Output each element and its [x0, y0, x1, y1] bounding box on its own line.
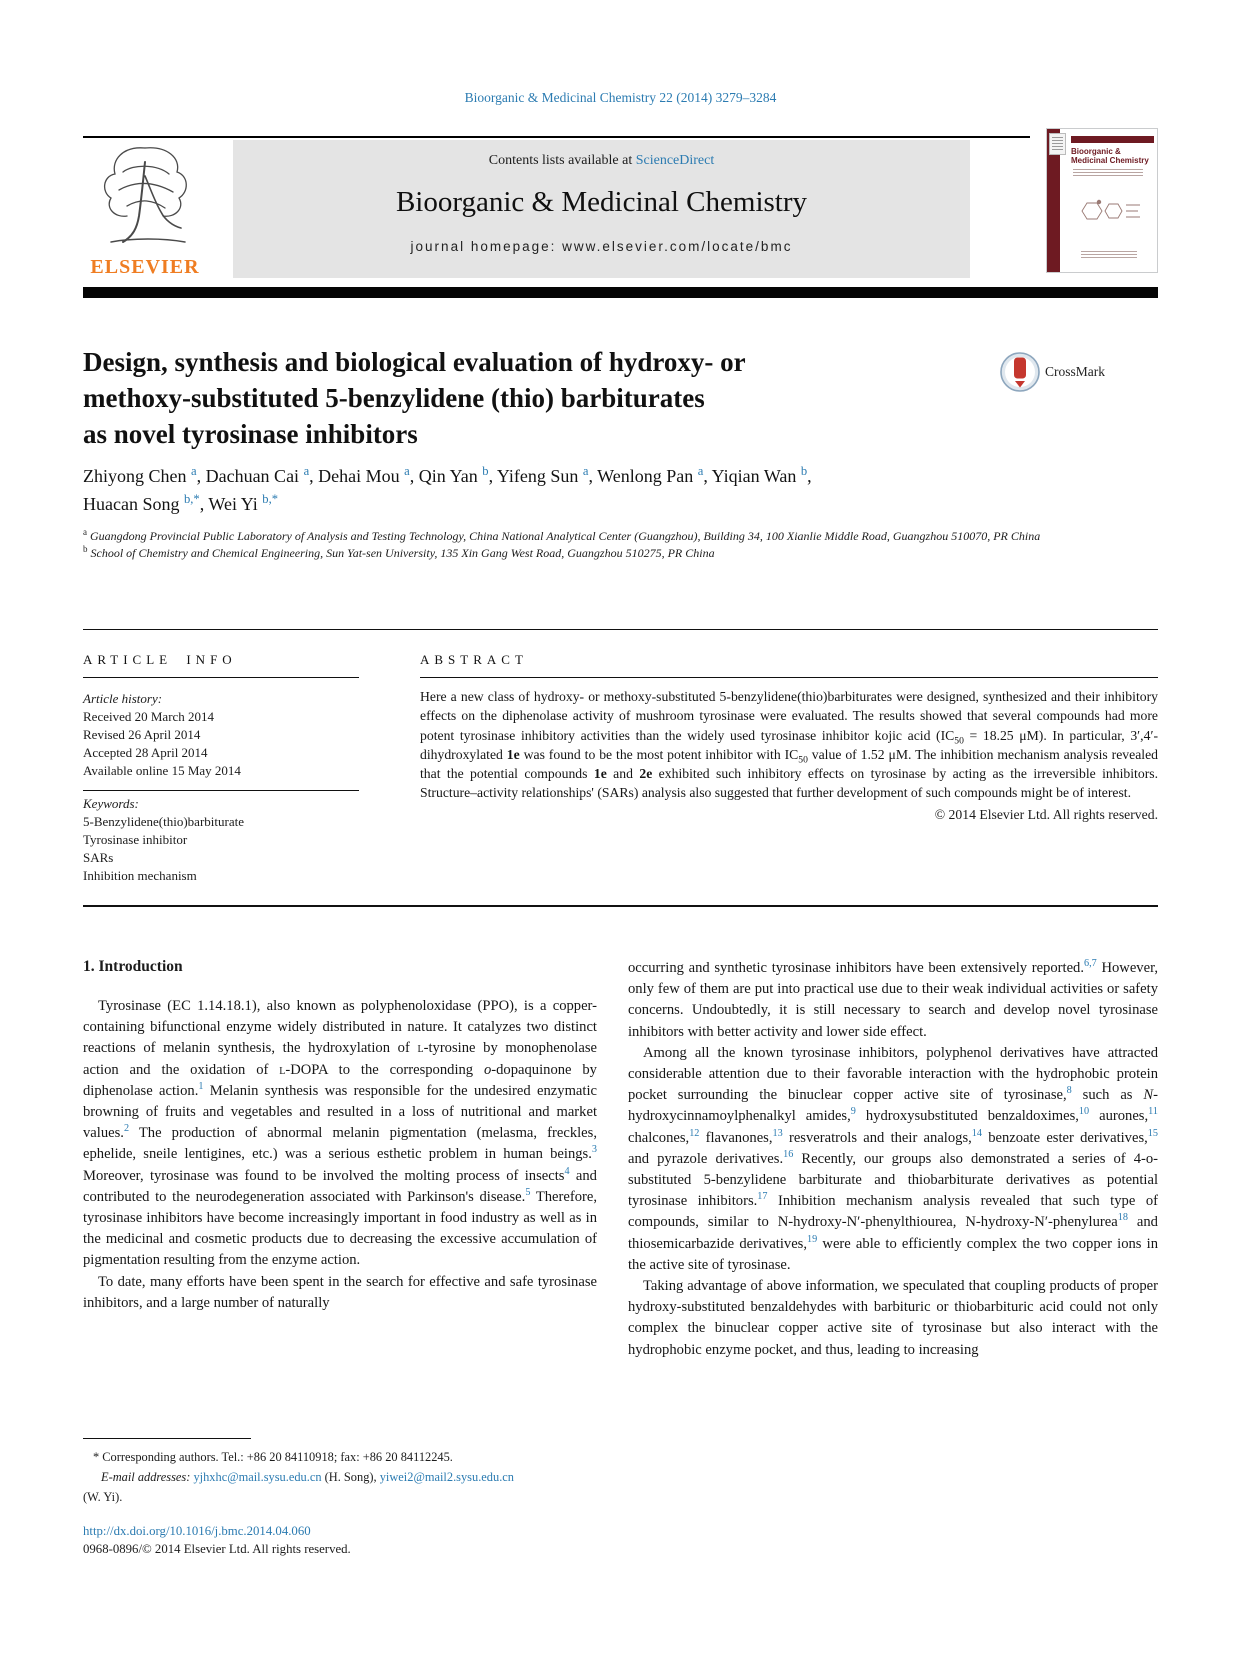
elsevier-tree-icon: [92, 142, 198, 249]
body-paragraph: Tyrosinase (EC 1.14.18.1), also known as polyphenoloxidase (PPO), is a copper-containing bifunctional enzyme widely distributed in nature. It catalyzes two distinct reactions of melanin synthesis, the hydroxylation of l-tyrosine by monophenolase action and the oxidation of l-DOPA to the corresponding o-dopaquinone by diphenolase action.$^1$ Melanin synthesis was responsible for the undesired enzymatic browning of fruits and vegetables and resulted in a loss of nutritional and market values.$^2$ The production of abnormal melanin pigmentation (melasma, freckles, ephelide, sneile lentigines, etc.) was a serious esthetic problem in human beings.$^3$ Moreover, tyrosinase was found to be involved the molting process of insects$^4$ and contributed to the neurodegeneration associated with Parkinson's disease.$^5$ Therefore, tyrosinase inhibitors have become increasingly important in food industry as well as in the medicinal and cosmetic products due to decreasing the excessive accumulation of pigmentation resulting from the enzyme action.: [83, 998, 597, 1269]
article-title-line: Design, synthesis and biological evaluation of hydroxy- or: [83, 347, 746, 377]
abstract-text: Here a new class of hydroxy- or methoxy-substituted 5-benzylidene(thio)barbiturates were designed, synthesized and their inhibitory effects on the diphenolase activity of mushroom tyrosinase were evaluated. The results showed that several compounds had more potent tyrosinase inhibitory activities than the widely used tyrosinase inhibitor kojic acid ($IC_{50} = 18.25$ μM). In particular, 3′,4′-dihydroxylated 1e was found to be the most potent inhibitor with $IC_{50}$ value of 1.52 μM. The inhibition mechanism analysis revealed that the potential compounds 1e and 2e exhibited such inhibitory effects on tyrosinase by acting as the irreversible inhibitors. Structure–activity relationships' (SARs) analysis also suggested that further development of such compounds might be of interest.: [420, 689, 1158, 801]
affiliation-b-marker: b: [83, 543, 88, 554]
body-paragraph: To date, many efforts have been spent in the search for effective and safe tyrosinase inhibitors, and a large number of naturally: [83, 1273, 597, 1311]
author-list: [83, 462, 812, 518]
journal-cover-thumbnail[interactable]: [1046, 128, 1158, 273]
article-title-line: methoxy-substituted 5-benzylidene (thio) barbiturates: [83, 383, 705, 413]
cover-top-bar: [1071, 136, 1154, 143]
history-item: Revised 26 April 2014: [83, 727, 201, 742]
info-abstract-top-rule: [83, 629, 1158, 630]
affiliation-b-text: School of Chemistry and Chemical Engineering, Sun Yat-sen University, 135 Xin Gang West Road, Guangzhou 510275, PR China: [90, 545, 715, 560]
article-info-heading: ARTICLE INFO: [83, 652, 237, 667]
journal-homepage-link[interactable]: journal homepage: www.elsevier.com/locate/bmc: [410, 239, 793, 254]
journal-name: Bioorganic & Medicinal Chemistry: [395, 186, 808, 218]
article-info-column: [83, 652, 359, 885]
cover-publisher-logo: [1049, 133, 1066, 155]
article-title: [83, 344, 943, 452]
body-paragraph: Among all the known tyrosinase inhibitors, polyphenol derivatives have attracted considerable attention due to their favorable interaction with the hydrophobic protein pocket surrounding the binuclear copper active site of tyrosinase,$^8$ such as N-hydroxycinnamoylphenalkyl amides,$^9$ hydroxysubstituted benzaldoximes,$^{10}$ aurones,$^{11}$ chalcones,$^{12}$ flavanones,$^{13}$ resveratrols and their analogs,$^{14}$ benzoate ester derivatives,$^{15}$ and pyrazole derivatives.$^{16}$ Recently, our groups also demonstrated a series of 4-o-substituted 5-benzylidene barbiturate and thiobarbiturate derivatives as potential tyrosinase inhibitors.$^{17}$ Inhibition mechanism analysis revealed that such type of compounds, similar to N-hydroxy-N′-phenylthiourea, N-hydroxy-N′-phenylurea$^{18}$ and thiosemicarbazide derivatives,$^{19}$ were able to efficiently complex the two copper ions in the active site of tyrosinase.: [628, 1044, 1158, 1273]
elsevier-wordmark: ELSEVIER: [90, 256, 200, 278]
cover-subtitle-placeholder: [1073, 169, 1143, 176]
keyword: Tyrosinase inhibitor: [83, 832, 188, 847]
footnote-email-continuation: (W. Yi).: [83, 1490, 123, 1504]
abstract-heading: ABSTRACT: [420, 652, 528, 667]
keyword: 5-Benzylidene(thio)barbiturate: [83, 814, 244, 829]
sciencedirect-link[interactable]: ScienceDirect: [635, 153, 715, 168]
body-right-column: [628, 958, 1158, 1486]
affiliation-a-marker: a: [83, 527, 87, 537]
article-title-line: as novel tyrosinase inhibitors: [83, 419, 418, 449]
keywords-label: Keywords:: [83, 796, 139, 811]
crossmark-icon: [1000, 352, 1040, 392]
doi-link[interactable]: http://dx.doi.org/10.1016/j.bmc.2014.04.060: [83, 1524, 311, 1538]
header-divider-bar: [83, 287, 1158, 298]
keyword: Inhibition mechanism: [83, 868, 197, 883]
cover-chemical-structure-sketch: [1073, 191, 1145, 231]
affiliations: [83, 528, 1158, 561]
contents-line: [233, 153, 970, 169]
footnote-contact-line: * Corresponding authors. Tel.: +86 20 84110918; fax: +86 20 84112245.: [93, 1450, 453, 1464]
header-top-rule: [83, 136, 1030, 138]
article-info-heading-rule: [83, 677, 359, 678]
article-history-label: Article history:: [83, 691, 163, 706]
section-heading-introduction: 1. Introduction: [83, 958, 183, 975]
affiliation-a: [83, 528, 1158, 545]
cover-footer-placeholder: [1081, 251, 1137, 259]
corresponding-author-footnote: [83, 1438, 597, 1507]
crossmark-label: CrossMark: [1045, 364, 1105, 379]
abstract-heading-rule: [420, 677, 1158, 678]
body-paragraph: occurring and synthetic tyrosinase inhibitors have been extensively reported.$^{6,7}$ However, only few of them are put into practical use due to their weak individual activities or safety concerns. Undoubtedly, it is still necessary to search and develop novel tyrosinase inhibitors with better activity and lower side effect.: [628, 958, 1158, 1040]
journal-header-box: [233, 140, 970, 278]
crossmark-badge[interactable]: [1000, 352, 1105, 392]
keywords-rule: [83, 790, 359, 791]
author-line-1: Zhiyong Chen $^a$, Dachuan Cai $^a$, Dehai Mou $^a$, Qin Yan $^b$, Yifeng Sun $^a$, Wenlong Pan $^a$, Yiqian Wan $^b$,: [83, 464, 812, 486]
abstract-column: [420, 652, 1158, 824]
body-left-column: [83, 958, 597, 1424]
contents-line-text: Contents lists available at: [488, 153, 636, 168]
issn-copyright-line: 0968-0896/© 2014 Elsevier Ltd. All rights reserved.: [83, 1542, 351, 1556]
article-footer: [83, 1522, 351, 1558]
body-paragraph: Taking advantage of above information, we speculated that coupling products of proper hydroxy-substituted benzaldehydes with barbituric or thiobarbituric acid could not only complex the binuclear copper active site of tyrosinase but also interact with the hydrophobic enzyme pocket, and thus, leading to increasing: [628, 1278, 1158, 1358]
affiliation-b: [83, 545, 1158, 562]
elsevier-logo[interactable]: [83, 142, 207, 278]
info-abstract-bottom-rule: [83, 905, 1158, 907]
history-item: Accepted 28 April 2014: [83, 745, 208, 760]
footnote-email-line: E-mail addresses: yjhxhc@mail.sysu.edu.cn (H. Song), yiwei2@mail2.sysu.edu.cn: [101, 1470, 514, 1484]
journal-citation: Bioorganic & Medicinal Chemistry 22 (2014) 3279–3284: [464, 90, 777, 105]
footnote-rule: [83, 1438, 251, 1439]
abstract-copyright: © 2014 Elsevier Ltd. All rights reserved.: [934, 806, 1158, 822]
affiliation-a-text: Guangdong Provincial Public Laboratory of Analysis and Testing Technology, China National Analytical Center (Guangzhou), Building 34, 100 Xianlie Middle Road, Guangzhou 510070, PR China: [90, 529, 1041, 543]
cover-journal-title: Bioorganic & Medicinal Chemistry: [1071, 147, 1149, 165]
history-item: Available online 15 May 2014: [83, 763, 241, 778]
author-line-2: Huacan Song $^{b,*}$, Wei Yi $^{b,*}$: [83, 492, 279, 514]
keyword: SARs: [83, 850, 114, 865]
history-item: Received 20 March 2014: [83, 709, 215, 724]
